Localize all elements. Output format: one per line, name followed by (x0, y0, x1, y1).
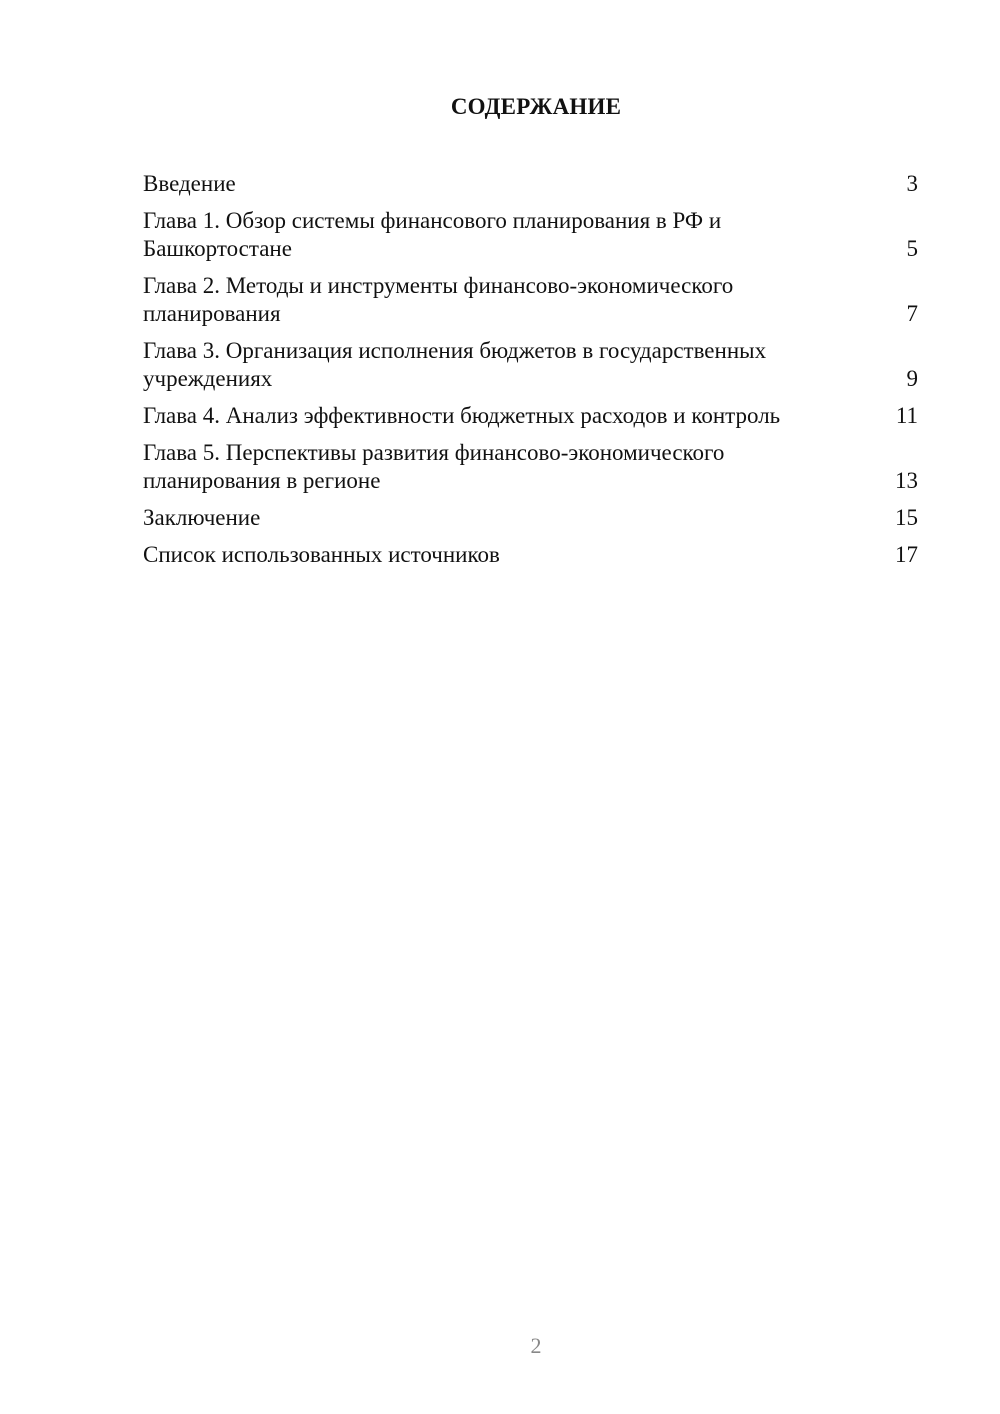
toc-entry-page: 5 (906, 236, 918, 261)
toc-entry-chapter-4[interactable] (143, 402, 920, 430)
page-number: 2 (530, 1333, 542, 1358)
toc-entry-chapter-1[interactable] (143, 207, 920, 263)
page-title: СОДЕРЖАНИЕ (450, 94, 622, 119)
toc-entry-page: 3 (906, 171, 918, 196)
toc-entry-text: Список использованных источников (143, 542, 500, 567)
toc-entry-page: 7 (906, 301, 918, 326)
toc-entry-text: Глава 2. Методы и инструменты финансово-экономического планирования (143, 273, 734, 326)
toc-entry-text: Глава 3. Организация исполнения бюджетов в государственных учреждениях (143, 338, 767, 391)
toc-entry-conclusion[interactable] (143, 504, 920, 532)
toc-entry-text: Заключение (143, 505, 261, 530)
toc-entry-page: 13 (895, 468, 918, 493)
toc-entry-chapter-5[interactable] (143, 439, 920, 495)
toc-entry-chapter-2[interactable] (143, 272, 920, 328)
toc-entry-page: 9 (906, 366, 918, 391)
toc-entry-text: Введение (143, 171, 236, 196)
toc-entry-text: Глава 1. Обзор системы финансового планирования в РФ и Башкортостане (143, 208, 722, 261)
toc-entry-chapter-3[interactable] (143, 337, 920, 393)
toc-entry-page: 11 (895, 403, 918, 428)
toc-entry-introduction[interactable] (143, 170, 920, 198)
toc-entry-page: 15 (895, 505, 918, 530)
toc-entry-references[interactable] (143, 541, 920, 569)
table-of-contents (143, 170, 920, 578)
toc-entry-page: 17 (895, 542, 918, 567)
toc-entry-text: Глава 4. Анализ эффективности бюджетных расходов и контроль (143, 403, 781, 428)
toc-entry-text: Глава 5. Перспективы развития финансово-экономического планирования в регионе (143, 440, 725, 493)
